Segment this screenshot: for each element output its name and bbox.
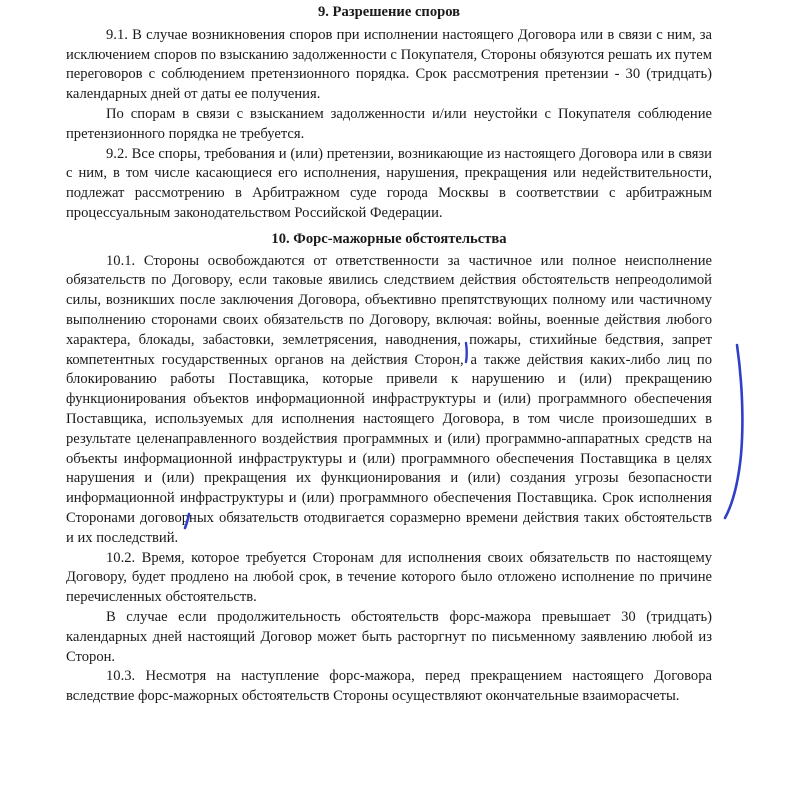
clause-10-1: 10.1. Стороны освобождаются от ответственности за частичное или полное неисполнение обязательств по Договору, если таковые явились следствием действия обстоятельств непреодолимой силы, возникших после заключения Договора, объективно препятствующих полному или частичному выполнению сторонами своих обязательств по Договору, включая: войны, военные действия любого характера, блокады, забастовки, землетрясения, наводнения, пожары, стихийные бедствия, запрет компетентных государственных органов на действия Сторон, а также действия каких-либо лиц по блокированию работы Поставщика, которые привели к нарушению и (или) прекращению функционирования объектов информационной инфраструктуры и (или) программного обеспечения Поставщика, используемых для исполнения настоящего Договора, в том числе произошедших в результате целенаправленного воздействия программных и (или) программно-аппаратных средств на объекты информационной инфраструктуры и (или) программного обеспечения Поставщика в целях нарушения и (или) прекращения их функционирования и (или) создания угрозы безопасности информационной инфраструктуры и (или) программного обеспечения Поставщика. Срок исполнения Сторонами договорных обязательств отодвигается соразмерно времени действия таких обстоятельств и их последствий. — [66, 252, 712, 546]
section-10-title: 10. Форс-мажорные обстоятельства — [271, 230, 507, 247]
clause-9-1-note: По спорам в связи с взысканием задолженности и/или неустойки с Покупателя соблюдение претензионного порядка не требуется. — [66, 105, 712, 142]
clause-10-2-note: В случае если продолжительность обстоятельств форс-мажора превышает 30 (тридцать) календарных дней настоящий Договор может быть расторгнут по письменному заявлению любой из Сторон. — [66, 608, 712, 665]
ink-margin-bracket — [725, 345, 742, 518]
clause-10-2: 10.2. Время, которое требуется Сторонам для исполнения своих обязательств по настоящему Договору, будет продлено на любой срок, в течение которого было отложено исполнение по причине перечисленных обстоятельств. — [66, 549, 712, 606]
clause-9-2: 9.2. Все споры, требования и (или) претензии, возникающие из настоящего Договора или в связи с ним, в том числе касающиеся его исполнения, нарушения, прекращения или недействительности, подлежат рассмотрению в Арбитражном суде города Москвы в соответствии с арбитражным процессуальным законодательством Российской Федерации. — [66, 145, 712, 221]
clause-10-3: 10.3. Несмотря на наступление форс-мажора, перед прекращением настоящего Договора вследствие форс-мажорных обстоятельств Стороны осуществляют окончательные взаиморасчеты. — [66, 668, 712, 705]
document-page — [66, 0, 712, 707]
section-9-title: 9. Разрешение споров — [317, 4, 461, 20]
clause-9-1: 9.1. В случае возникновения споров при исполнении настоящего Договора или в связи с ним, за исключением споров по взысканию задолженности с Покупателя, Стороны обязуются решать их путем переговоров с соблюдением претензионного порядка. Срок рассмотрения претензии - 30 (тридцать) календарных дней от даты ее получения. — [66, 26, 712, 103]
